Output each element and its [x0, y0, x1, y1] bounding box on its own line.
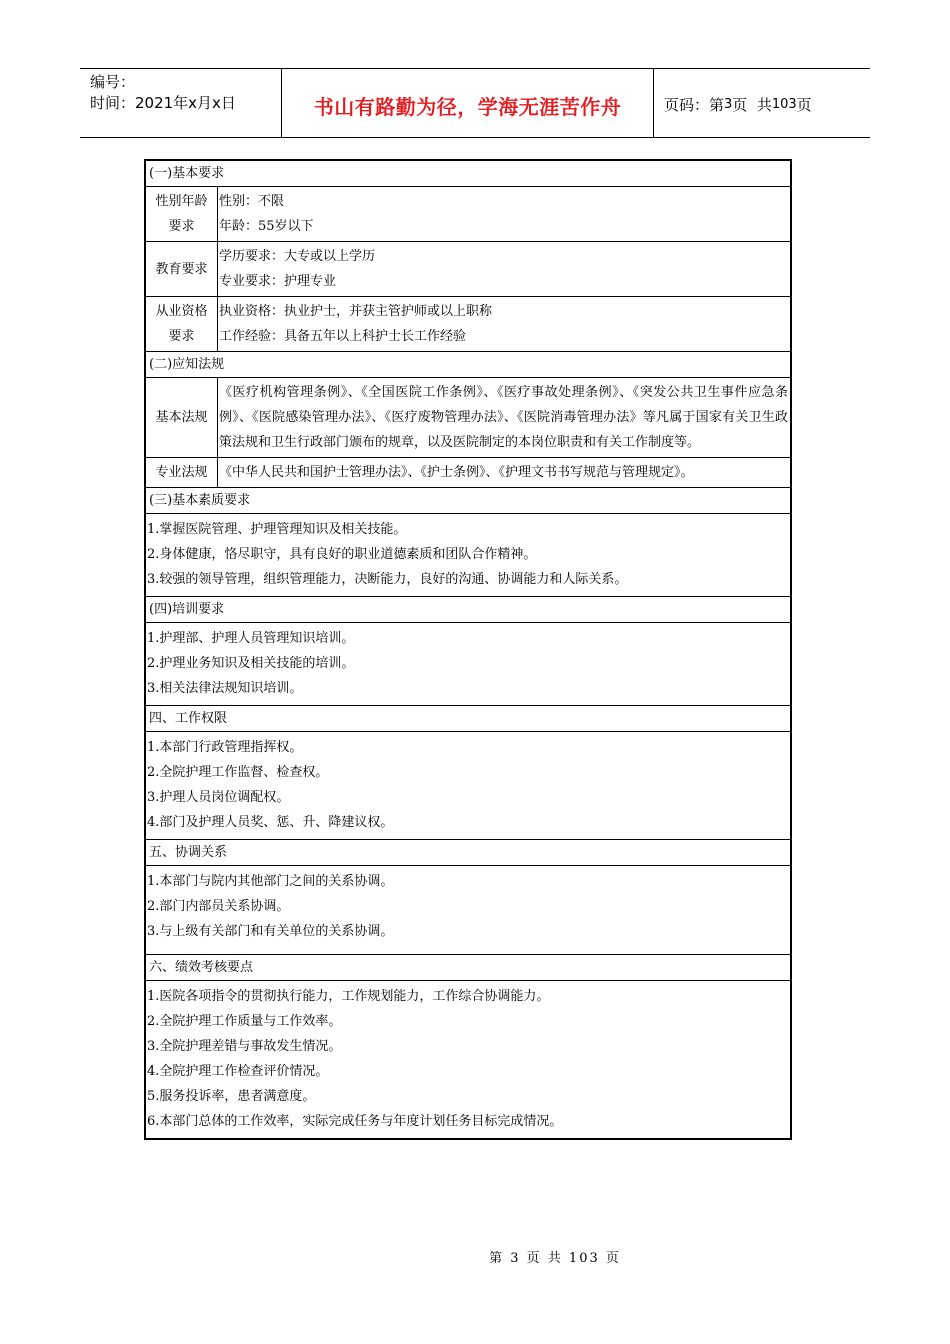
row-education [146, 242, 790, 297]
list-item: 1.本部门与院内其他部门之间的关系协调。 [147, 874, 394, 889]
page-number: 3 [724, 96, 733, 112]
section-title-quality: (三)基本素质要求 [146, 488, 790, 514]
page-header [80, 68, 870, 138]
row-gender-age [146, 187, 790, 242]
section-title-coordination: 五、协调关系 [146, 840, 790, 866]
header-meta [80, 69, 282, 137]
section-title-performance: 六、绩效考核要点 [146, 955, 790, 981]
value-line: 专业要求：护理专业 [219, 274, 337, 289]
label-line: 性别年龄 [155, 194, 208, 209]
page-total: 103 [771, 96, 797, 112]
list-item: 1.本部门行政管理指挥权。 [147, 740, 303, 755]
training-list [146, 623, 790, 706]
list-item: 4.部门及护理人员奖、惩、升、降建议权。 [147, 815, 394, 830]
row-label: 专业法规 [146, 458, 218, 487]
list-item: 1.医院各项指令的贯彻执行能力，工作规划能力，工作综合协调能力。 [147, 989, 550, 1004]
page-mid: 页 共 [732, 95, 772, 114]
time-label: 时间：2021年x月x日 [90, 94, 236, 112]
value-line: 执业资格：执业护士，并获主管护师或以上职称 [219, 304, 493, 319]
row-label: 基本法规 [146, 378, 218, 457]
row-basic-laws [146, 378, 790, 458]
row-value: 《中华人民共和国护士管理办法》、《护士条例》、《护理文书书写规范与管理规定》。 [219, 465, 694, 480]
job-requirements-table [144, 159, 792, 1140]
authority-list [146, 732, 790, 840]
list-item: 1.掌握医院管理、护理管理知识及相关技能。 [147, 522, 407, 537]
list-item: 1.护理部、护理人员管理知识培训。 [147, 631, 355, 646]
page-suffix: 页 [796, 95, 812, 114]
row-value [218, 297, 790, 351]
row-label: 教育要求 [146, 242, 218, 296]
row-value [218, 187, 790, 241]
value-line: 工作经验：具备五年以上科护士长工作经验 [219, 329, 467, 344]
section-title-authority: 四、工作权限 [146, 706, 790, 732]
section-title-basic-requirements: (一)基本要求 [146, 161, 790, 187]
list-item: 5.服务投诉率，患者满意度。 [147, 1089, 316, 1104]
list-item: 6.本部门总体的工作效率，实际完成任务与年度计划任务目标完成情况。 [147, 1114, 563, 1129]
value-line: 性别：不限 [219, 194, 285, 209]
header-page-info [654, 69, 870, 137]
list-item: 3.护理人员岗位调配权。 [147, 790, 290, 805]
list-item: 3.较强的领导管理，组织管理能力，决断能力，良好的沟通、协调能力和人际关系。 [147, 572, 628, 587]
section-title-training: (四)培训要求 [146, 597, 790, 623]
value-line: 学历要求：大专或以上学历 [219, 249, 376, 264]
list-item: 2.身体健康，恪尽职守，具有良好的职业道德素质和团队合作精神。 [147, 547, 537, 562]
list-item: 2.全院护理工作质量与工作效率。 [147, 1014, 342, 1029]
page-footer: 第 3 页 共 103 页 [489, 1251, 621, 1266]
list-item: 2.部门内部员关系协调。 [147, 899, 290, 914]
label-line: 要求 [168, 329, 195, 344]
row-label [146, 297, 218, 351]
list-item: 2.护理业务知识及相关技能的培训。 [147, 656, 355, 671]
row-qualification [146, 297, 790, 352]
label-line: 要求 [168, 219, 195, 234]
value-line: 年龄：55岁以下 [219, 219, 314, 234]
coordination-list [146, 866, 790, 955]
header-motto: 书山有路勤为径，学海无涯苦作舟 [282, 69, 654, 137]
number-label: 编号： [90, 73, 136, 91]
row-professional-laws [146, 458, 790, 488]
label-line: 从业资格 [155, 304, 208, 319]
row-value [218, 242, 790, 296]
section-title-laws: (二)应知法规 [146, 352, 790, 378]
performance-list [146, 981, 790, 1138]
list-item: 4.全院护理工作检查评价情况。 [147, 1064, 329, 1079]
list-item: 2.全院护理工作监督、检查权。 [147, 765, 329, 780]
list-item: 3.与上级有关部门和有关单位的关系协调。 [147, 924, 394, 939]
quality-list [146, 514, 790, 597]
row-value: 《医疗机构管理条例》、《全国医院工作条例》、《医疗事故处理条例》、《突发公共卫生事件应急条例》、《医院感染管理办法》、《医疗废物管理办法》、《医院消毒管理办法》等凡属于国家有关卫生政策法规和卫生行政部门颁布的规章，以及医院制定的本岗位职责和有关工作制度等。 [219, 385, 788, 450]
list-item: 3.相关法律法规知识培训。 [147, 681, 303, 696]
list-item: 3.全院护理差错与事故发生情况。 [147, 1039, 342, 1054]
row-label [146, 187, 218, 241]
page-prefix: 页码：第 [664, 95, 725, 114]
